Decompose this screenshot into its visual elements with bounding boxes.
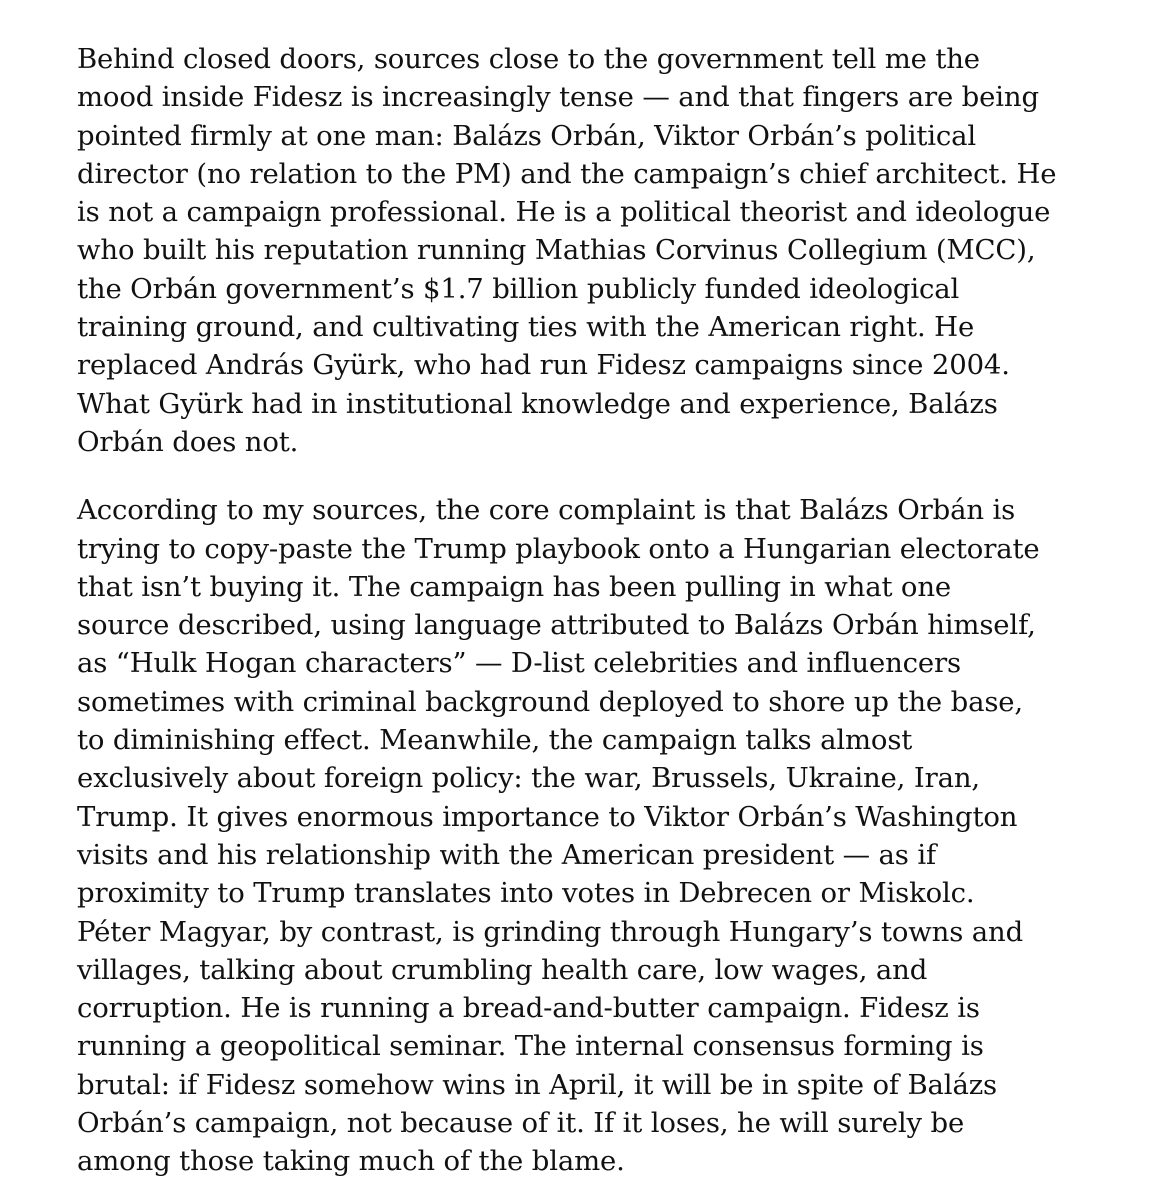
paragraph-line: corruption. He is running a bread-and-butter campaign. Fidesz is (77, 992, 980, 1025)
paragraph-line: who built his reputation running Mathias Corvinus Collegium (MCC), (77, 234, 1036, 267)
paragraph-line: visits and his relationship with the American president — as if (77, 838, 936, 871)
paragraph-line: proximity to Trump translates into votes in Debrecen or Miskolc. (77, 877, 975, 910)
paragraph-line: What Gyürk had in institutional knowledge and experience, Balázs (77, 387, 998, 420)
paragraph-line: training ground, and cultivating ties with the American right. He (77, 311, 975, 344)
paragraph-line: sometimes with criminal background deployed to shore up the base, (77, 685, 1023, 718)
paragraph-2 (77, 491, 1117, 1180)
paragraph-line: among those taking much of the blame. (77, 1145, 625, 1178)
paragraph-line: According to my sources, the core complaint is that Balázs Orbán is (77, 494, 1016, 527)
paragraph-line: Trump. It gives enormous importance to Viktor Orbán’s Washington (77, 800, 1018, 833)
paragraph-line: source described, using language attributed to Balázs Orbán himself, (77, 609, 1036, 642)
paragraph-line: replaced András Gyürk, who had run Fidesz campaigns since 2004. (77, 349, 1010, 382)
paragraph-line: brutal: if Fidesz somehow wins in April, it will be in spite of Balázs (77, 1068, 997, 1101)
paragraph-1 (77, 40, 1117, 461)
paragraph-line: the Orbán government’s $1.7 billion publicly funded ideological (77, 272, 960, 305)
paragraph-line: Orbán’s campaign, not because of it. If it loses, he will surely be (77, 1107, 965, 1140)
paragraph-line: that isn’t buying it. The campaign has been pulling in what one (77, 570, 952, 603)
paragraph-line: director (no relation to the PM) and the campaign’s chief architect. He (77, 157, 1057, 190)
article-body (77, 40, 1117, 1181)
paragraph-line: to diminishing effect. Meanwhile, the campaign talks almost (77, 724, 913, 757)
paragraph-line: Orbán does not. (77, 425, 299, 458)
paragraph-line: running a geopolitical seminar. The internal consensus forming is (77, 1030, 984, 1063)
paragraph-spacer (77, 461, 1117, 491)
paragraph-line: pointed firmly at one man: Balázs Orbán, Viktor Orbán’s political (77, 119, 977, 152)
paragraph-line: as “Hulk Hogan characters” — D-list celebrities and influencers (77, 647, 961, 680)
paragraph-line: exclusively about foreign policy: the war, Brussels, Ukraine, Iran, (77, 762, 980, 795)
paragraph-line: Behind closed doors, sources close to the government tell me the (77, 43, 980, 75)
paragraph-line: villages, talking about crumbling health care, low wages, and (77, 953, 928, 986)
paragraph-line: is not a campaign professional. He is a political theorist and ideologue (77, 196, 1051, 229)
paragraph-line: Péter Magyar, by contrast, is grinding through Hungary’s towns and (77, 915, 1024, 948)
paragraph-line: trying to copy-paste the Trump playbook onto a Hungarian electorate (77, 532, 1040, 565)
paragraph-line: mood inside Fidesz is increasingly tense — and that fingers are being (77, 81, 1039, 114)
